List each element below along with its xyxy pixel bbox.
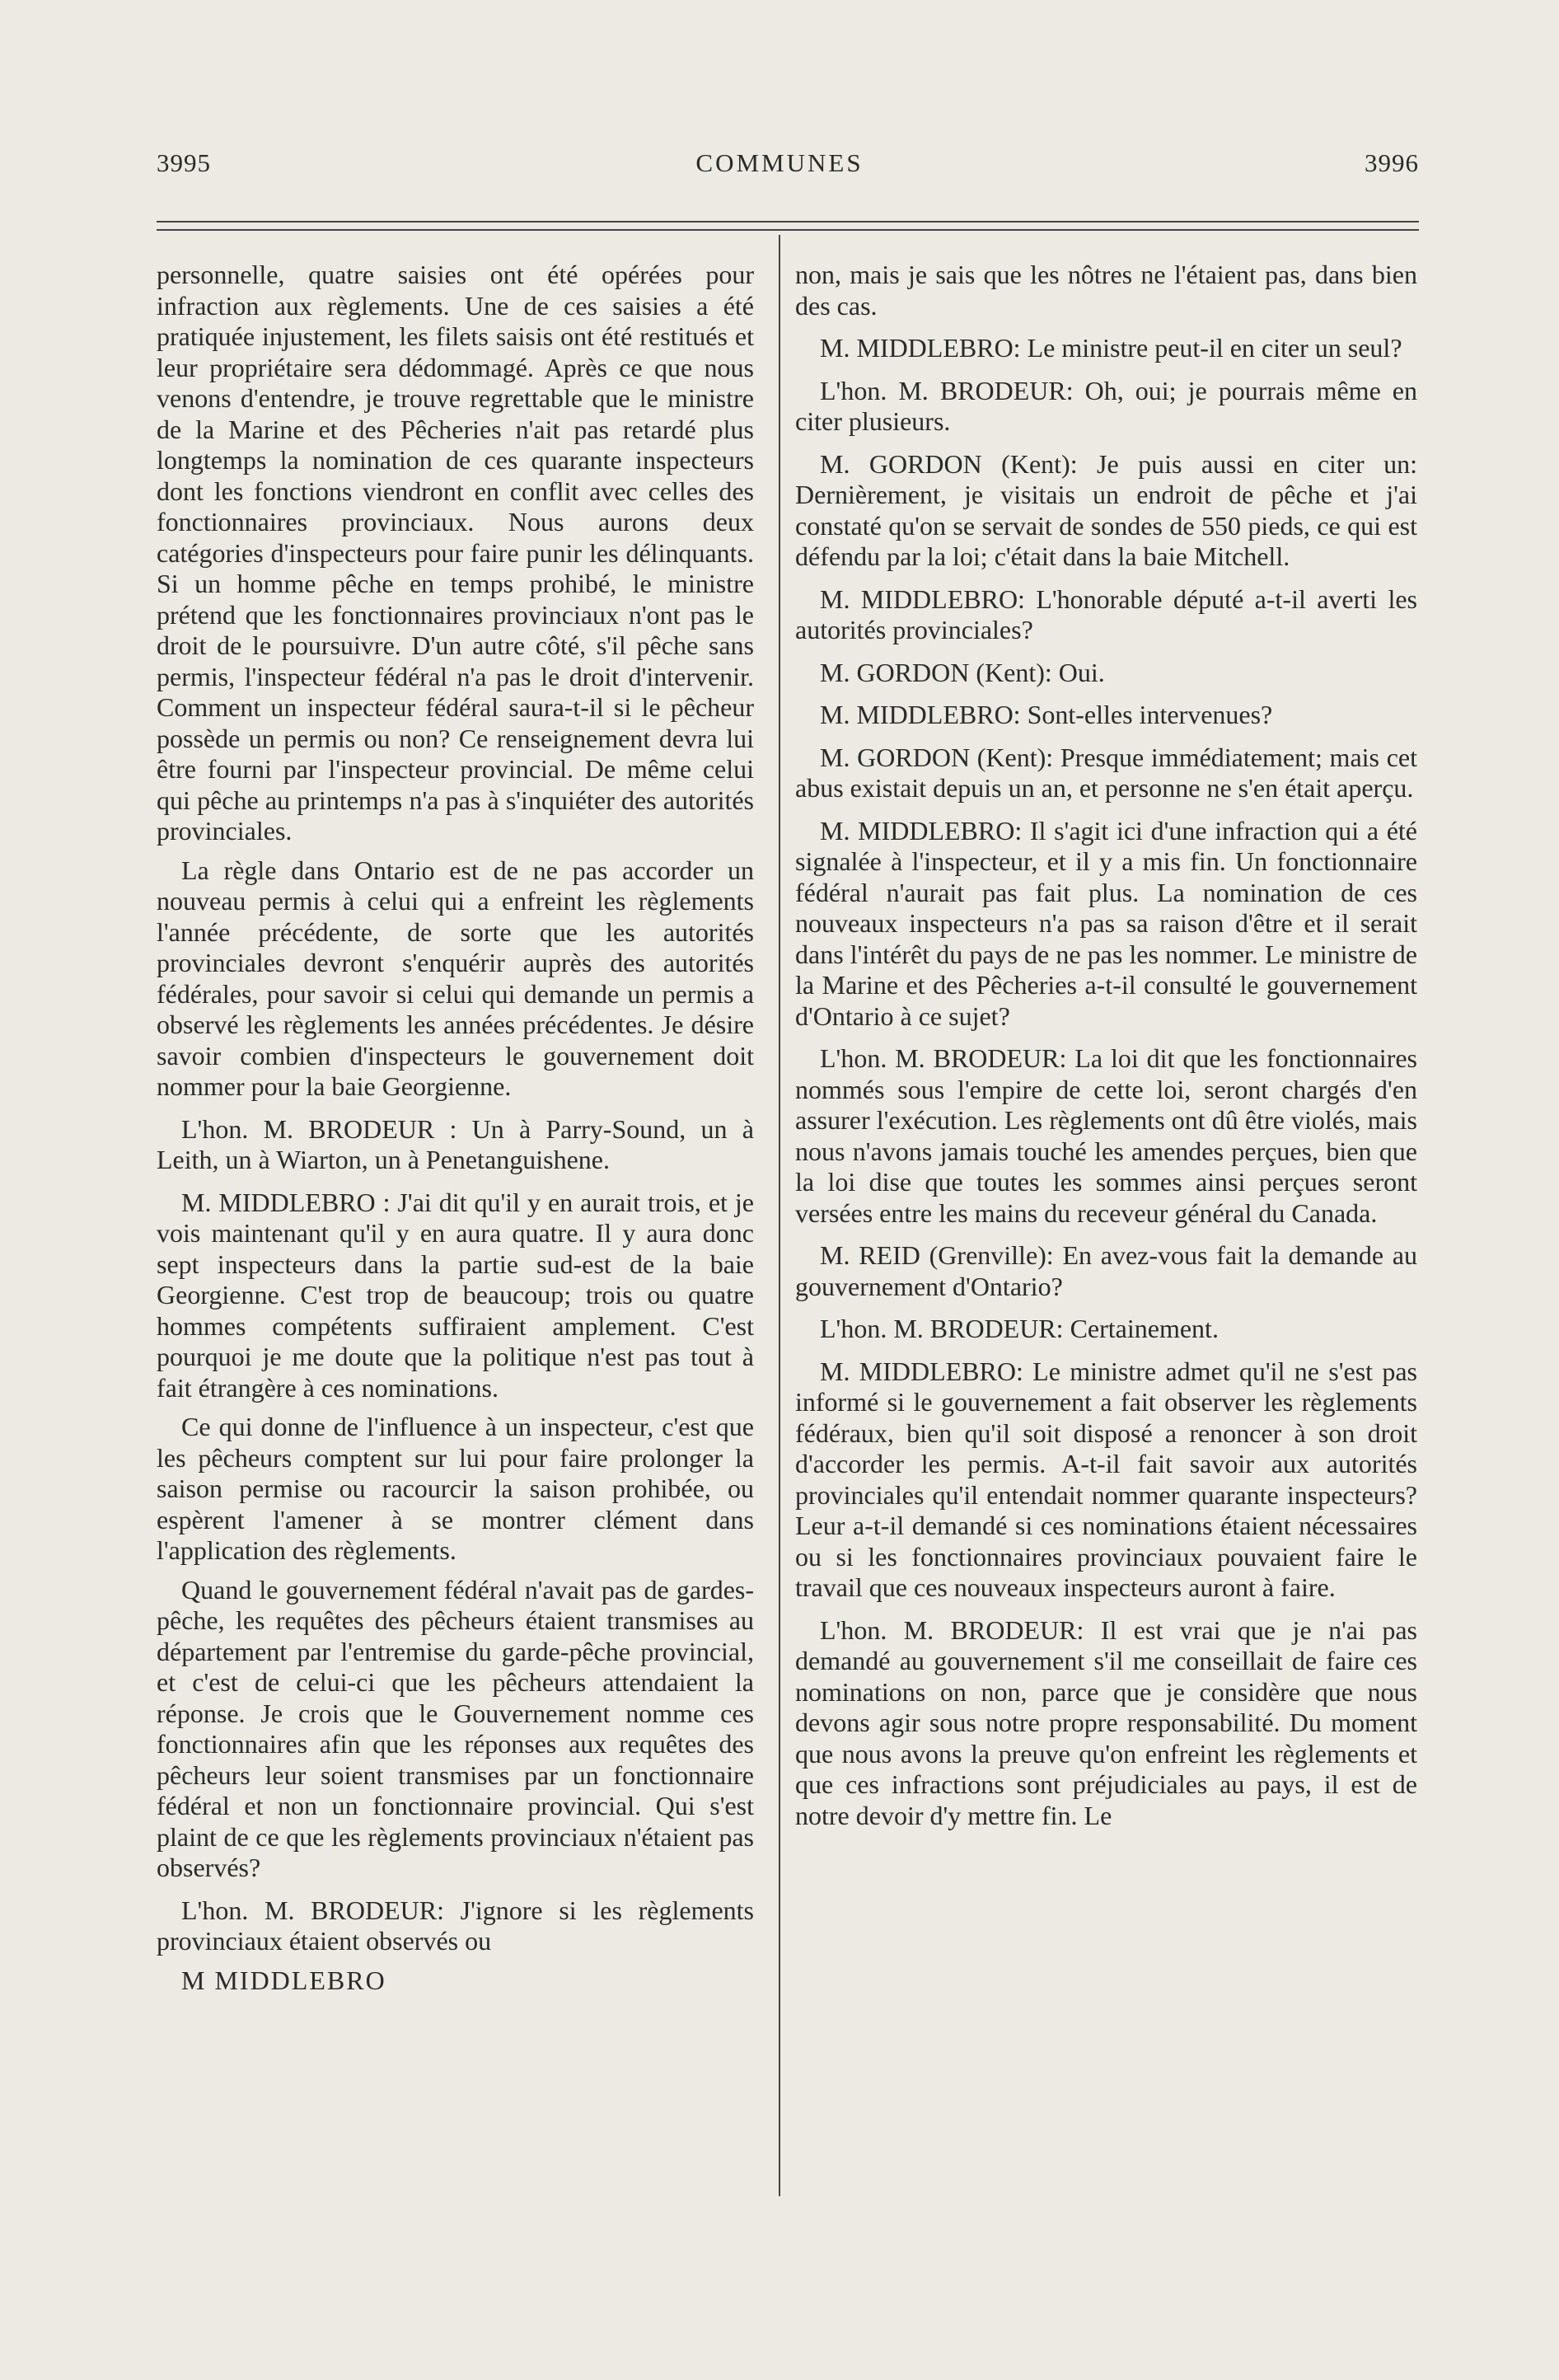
paragraph: M. REID (Grenville): En avez-vous fait la demande au gouvernement d'Ontario? (795, 1240, 1417, 1301)
paragraph: M. GORDON (Kent): Presque immédiatement; mais cet abus existait depuis un an, et personne ne s'en était aperçu. (795, 742, 1417, 803)
paragraph: M. MIDDLEBRO: Sont-elles intervenues? (820, 700, 1273, 729)
paragraph: M. MIDDLEBRO: L'honorable député a-t-il averti les autorités provinciales? (795, 583, 1417, 644)
column-divider (779, 235, 780, 2196)
paragraph: L'hon. M. BRODEUR: Oh, oui; je pourrais même en citer plusieurs. (795, 375, 1417, 436)
header-rule-top (157, 221, 1419, 223)
paragraph: Quand le gouvernement fédéral n'avait pas de gardes-pêche, les requêtes des pêcheurs étaient transmises au département par l'entremise du garde-pêche provincial, et c'est de celui-ci que les pêcheurs attendaient la réponse. Je crois que le Gouvernement nomme ces fonctionnaires afin que les réponses aux requêtes des pêcheurs leur soient transmises par un fonctionnaire fédéral et non un fonctionnaire provincial. Qui s'est plaint de ce que les règlements provinciaux n'étaient pas observés? (157, 1574, 754, 1882)
paragraph: non, mais je sais que les nôtres ne l'étaient pas, dans bien des cas. (795, 260, 1417, 321)
left-column (157, 260, 754, 2004)
paragraph: La règle dans Ontario est de ne pas accorder un nouveau permis à celui qui a enfreint les règlements l'année précédente, de sorte que les autorités provinciales devront s'enquérir auprès des autorités fédérales, pour savoir si celui qui demande un permis a observé les règlements les années précédentes. Je désire savoir combien d'inspecteurs le gouvernement doit nommer pour la baie Georgienne. (157, 855, 754, 1101)
paragraph: M. GORDON (Kent): Oui. (820, 657, 1105, 687)
paragraph: L'hon. M. BRODEUR: J'ignore si les règlements provinciaux étaient observés ou (157, 1895, 754, 1956)
paragraph: L'hon. M. BRODEUR: Il est vrai que je n'ai pas demandé au gouvernement s'il me conseillait de faire ces nominations on non, parce que je considère que nous devons agir sous notre propre responsabilité. Du moment que nous avons la preuve qu'on enfreint les règlements et que ces infractions sont préjudiciales au pays, il est de notre devoir d'y mettre fin. Le (795, 1614, 1417, 1830)
paragraph: personnelle, quatre saisies ont été opérées pour infraction aux règlements. Une de ces saisies a été pratiquée injustement, les filets saisis ont été restitués et leur propriétaire sera dédommagé. Après ce que nous venons d'entendre, je trouve regrettable que le ministre de la Marine et des Pêcheries n'ait pas retardé plus longtemps la nomination de ces quarante inspecteurs dont les fonctions viendront en conflit avec celles des fonctionnaires provinciaux. Nous aurons deux catégories d'inspecteurs pour faire punir les délinquants. Si un homme pêche en temps prohibé, le ministre prétend que les fonctionnaires provinciaux n'ont pas le droit de le poursuivre. D'un autre côté, s'il pêche sans permis, l'inspecteur fédéral n'a pas le droit d'intervenir. Comment un inspecteur fédéral saura-t-il si le pêcheur possède un permis ou non? Ce renseignement devra lui être fourni par l'inspecteur provincial. De même celui qui pêche au printemps n'a pas à s'inquiéter des autorités provinciales. (157, 260, 754, 846)
paragraph: M. MIDDLEBRO: Le ministre peut-il en citer un seul? (820, 333, 1402, 363)
paragraph: L'hon. M. BRODEUR : Un à Parry-Sound, un à Leith, un à Wiarton, un à Penetanguishene. (157, 1113, 754, 1174)
page-number-right: 3996 (1365, 148, 1419, 177)
page-number-left: 3995 (157, 148, 211, 177)
header-rule-bottom (157, 229, 1419, 231)
paragraph: M. MIDDLEBRO: Le ministre admet qu'il ne s'est pas informé si le gouvernement a fait observer les règlements fédéraux, bien qu'il soit disposé a renoncer à son droit d'accorder les permis. A-t-il fait savoir aux autorités provinciales qu'il entendait nommer quarante inspecteurs? Leur a-t-il demandé si ces nominations étaient nécessaires ou si les fonctionnaires provinciaux pouvaient faire le travail que ces nouveaux inspecteurs auront à faire. (795, 1356, 1417, 1602)
paragraph: L'hon. M. BRODEUR: Certainement. (820, 1314, 1219, 1343)
right-column (795, 260, 1417, 1839)
paragraph: L'hon. M. BRODEUR: La loi dit que les fonctionnaires nommés sous l'empire de cette loi, seront chargés d'en assurer l'exécution. Les règlements ont dû être violés, mais nous n'avons jamais touché les amendes perçues, bien que la loi dise que toutes les sommes ainsi perçues seront versées entre les mains du receveur général du Canada. (795, 1043, 1417, 1228)
catchword: M MIDDLEBRO (181, 1965, 386, 1995)
paragraph: Ce qui donne de l'influence à un inspecteur, c'est que les pêcheurs comptent sur lui pour faire prolonger la saison permise ou racourcir la saison prohibée, ou espèrent l'amener à se montrer clément dans l'application des règlements. (157, 1412, 754, 1565)
paragraph: M. GORDON (Kent): Je puis aussi en citer un: Dernièrement, je visitais un endroit de pêche et j'ai constaté qu'on se servait de sondes de 550 pieds, ce qui est défendu par la loi; c'était dans la baie Mitchell. (795, 448, 1417, 571)
paragraph: M. MIDDLEBRO: Il s'agit ici d'une infraction qui a été signalée à l'inspecteur, et il y a mis fin. Un fonctionnaire fédéral n'aurait pas fait plus. La nomination de ces nouveaux inspecteurs n'a pas sa raison d'être et il serait dans l'intérêt du pays de ne pas les nommer. Le ministre de la Marine et des Pêcheries a-t-il consulté le gouvernement d'Ontario à ce sujet? (795, 815, 1417, 1031)
paragraph: M. MIDDLEBRO : J'ai dit qu'il y en aurait trois, et je vois maintenant qu'il y en aura quatre. Il y aura donc sept inspecteurs dans la partie sud-est de la baie Georgienne. C'est trop de beaucoup; trois ou quatre hommes compétents suffiraient amplement. C'est pourquoi je me doute que la politique n'est pas tout à fait étrangère à ces nominations. (157, 1187, 754, 1403)
page-header-title: COMMUNES (695, 148, 864, 177)
